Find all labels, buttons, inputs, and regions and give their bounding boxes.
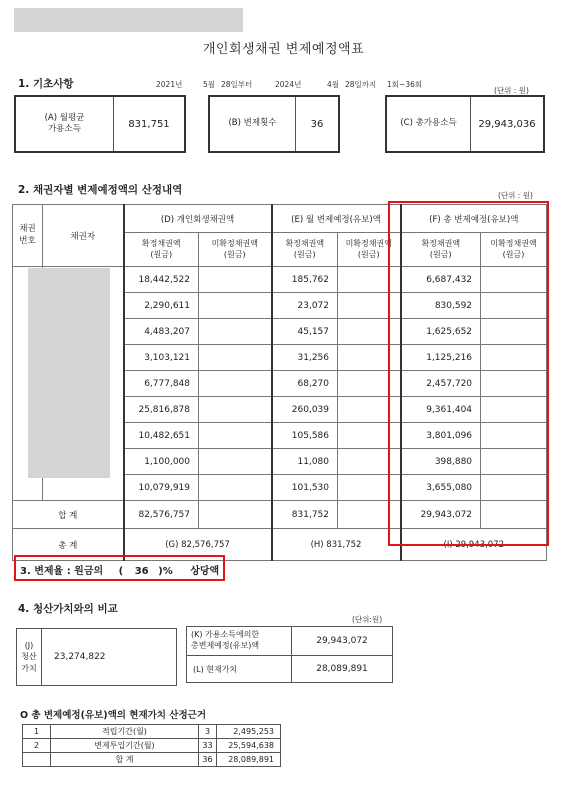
total-label: 총 계 <box>13 529 124 561</box>
col-e-header: (E) 월 변제예정(유보)액 <box>272 205 401 233</box>
row-e-confirmed: 11,080 <box>272 449 338 475</box>
row-e-confirmed: 45,157 <box>272 319 338 345</box>
period-rounds: 1회~36회 <box>387 80 423 89</box>
row-f-confirmed: 2,457,720 <box>401 371 481 397</box>
section2-heading: 2. 채권자별 변제예정액의 산정내역 <box>18 184 183 196</box>
row-e-confirmed: 101,530 <box>272 475 338 501</box>
box-a-label-line2: 가용소득 <box>48 124 81 134</box>
row-d-confirmed: 6,777,848 <box>124 371 199 397</box>
table-row: 2 변제투입기간(월) 33 25,594,638 <box>23 739 281 753</box>
col-no-header: 채권 번호 <box>13 205 43 267</box>
total-g: (G) 82,576,757 <box>124 529 272 561</box>
row-d-unconfirmed <box>199 267 272 293</box>
box-c-value: 29,943,036 <box>478 118 536 130</box>
row-d-confirmed: 2,290,611 <box>124 293 199 319</box>
rate-open-paren: ( <box>118 566 124 577</box>
row-f-confirmed: 1,625,652 <box>401 319 481 345</box>
row-d-confirmed: 18,442,522 <box>124 267 199 293</box>
row-e-confirmed: 31,256 <box>272 345 338 371</box>
period-end-day: 28일까지 <box>345 80 377 89</box>
section4-unit: (단위:원) <box>352 615 383 624</box>
table-row: 1 적립기간(월) 3 2,495,253 <box>23 725 281 739</box>
l-value: 28,089,891 <box>291 655 393 683</box>
col-creditor-header: 채권자 <box>43 205 124 267</box>
k-label: (K) 가용소득에의한 총변제예정(유보)액 <box>186 626 292 656</box>
subtotal-d: 82,576,757 <box>124 501 199 529</box>
redacted-creditors <box>28 268 110 478</box>
highlight-total-repayment-column <box>388 201 549 546</box>
row-d-confirmed: 1,100,000 <box>124 449 199 475</box>
row-e-confirmed: 23,072 <box>272 293 338 319</box>
section2-unit: (단위 : 원) <box>498 191 533 200</box>
box-a-label-line1: (A) 월평균 <box>44 112 85 123</box>
total-h: (H) 831,752 <box>272 529 401 561</box>
e-unconfirmed-header: 미확정채권액 (원금) <box>338 233 401 267</box>
row-d-confirmed: 10,482,651 <box>124 423 199 449</box>
subtotal-label: 합 계 <box>13 501 124 529</box>
subtotal-e: 831,752 <box>272 501 338 529</box>
row-f-confirmed: 830,592 <box>401 293 481 319</box>
row-f-confirmed: 9,361,404 <box>401 397 481 423</box>
period-start-year: 2021년 <box>156 80 183 89</box>
liquidation-label: (J) 청산 가치 <box>16 628 42 686</box>
repayment-rate-line <box>20 562 219 577</box>
row-d-confirmed: 3,103,121 <box>124 345 199 371</box>
box-total-income <box>385 95 545 153</box>
row-e-confirmed: 68,270 <box>272 371 338 397</box>
period-end-month: 4월 <box>327 80 340 89</box>
row-f-confirmed: 1,125,216 <box>401 345 481 371</box>
row-d-confirmed: 25,816,878 <box>124 397 199 423</box>
section5-heading: O 총 변제예정(유보)액의 현재가치 산정근거 <box>20 710 206 721</box>
box-b-label: (B) 변제횟수 <box>210 97 296 151</box>
section4-heading: 4. 청산가치와의 비교 <box>18 603 118 615</box>
row-f-confirmed: 6,687,432 <box>401 267 481 293</box>
period-start-day: 28일부터 <box>221 80 253 89</box>
col-d-header: (D) 개인회생채권액 <box>124 205 272 233</box>
d-unconfirmed-header: 미확정채권액 (원금) <box>199 233 272 267</box>
row-f-confirmed: 3,655,080 <box>401 475 481 501</box>
l-label: (L) 현재가치 <box>186 655 292 683</box>
f-confirmed-header: 확정채권액 (원금) <box>401 233 481 267</box>
present-value-table <box>22 724 281 767</box>
section1-heading: 1. 기초사항 <box>18 78 74 90</box>
page-title: 개인회생채권 변제예정액표 <box>202 42 365 57</box>
rate-prefix: 3. 변제율 : 원금의 <box>20 566 104 577</box>
period-end-year: 2024년 <box>275 80 302 89</box>
col-f-header: (F) 총 변제예정(유보)액 <box>401 205 547 233</box>
box-monthly-income <box>14 95 186 153</box>
k-value: 29,943,072 <box>291 626 393 656</box>
row-e-confirmed: 105,586 <box>272 423 338 449</box>
d-confirmed-header: 확정채권액 (원금) <box>124 233 199 267</box>
row-f-confirmed: 398,880 <box>401 449 481 475</box>
row-d-confirmed: 10,079,919 <box>124 475 199 501</box>
row-f-confirmed: 3,801,096 <box>401 423 481 449</box>
total-i: (I) 29,943,072 <box>401 529 547 561</box>
rate-close-paren: )% <box>158 566 173 577</box>
e-confirmed-header: 확정채권액 (원금) <box>272 233 338 267</box>
rate-value: 36 <box>134 566 149 577</box>
rate-suffix: 상당액 <box>190 566 220 577</box>
liquidation-value: 23,274,822 <box>41 628 177 686</box>
table-row: 합 계 36 28,089,891 <box>23 753 281 767</box>
row-d-confirmed: 4,483,207 <box>124 319 199 345</box>
row-e-confirmed: 185,762 <box>272 267 338 293</box>
box-b-value: 36 <box>310 118 324 130</box>
box-a-value: 831,751 <box>128 118 170 130</box>
box-repayment-count <box>208 95 340 153</box>
row-e-confirmed: 260,039 <box>272 397 338 423</box>
subtotal-f: 29,943,072 <box>401 501 481 529</box>
period-start-month: 5월 <box>203 80 216 89</box>
box-c-label: (C) 총가용소득 <box>387 97 471 151</box>
redacted-header <box>14 8 243 32</box>
f-unconfirmed-header: 미확정채권액 (원금) <box>481 233 547 267</box>
section1-unit: (단위 : 원) <box>494 86 529 95</box>
